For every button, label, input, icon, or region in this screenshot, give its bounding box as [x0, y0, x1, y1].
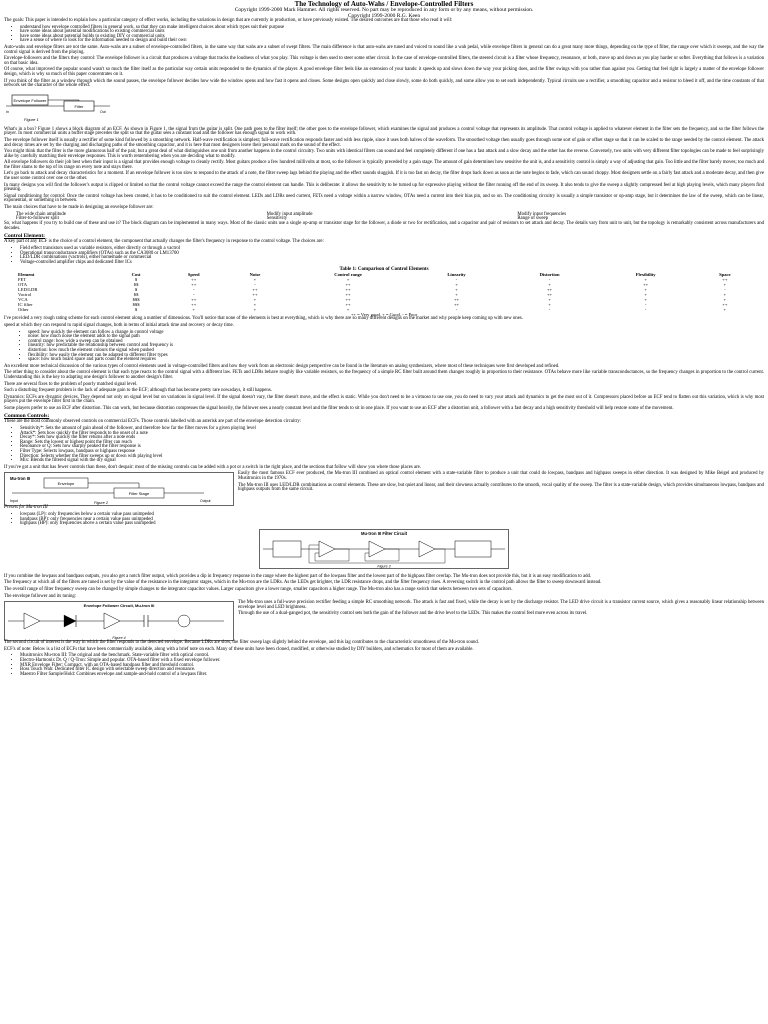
list-item: • Filter Type: Selects lowpass, bandpass or highpass response — [20, 450, 764, 455]
intro-paragraph: Envelope-followers and the filters they control: The envelope follower is a circuit that produces a voltage that tracks the loudness of what you play. This voltage is then used to steer some other circuit. In the case of envelope-controlled filters, the steered circuit is a filter whose frequency, resonance, or both, move up and down as you play harder or softer. Everything that follows is a variation on that basic idea. — [4, 56, 764, 66]
body-paragraph: The envelope follower and its tuning: — [4, 593, 77, 599]
common-controls-section — [4, 420, 764, 470]
list-item: • flexibility: how easily the element can be adapted to different filter types — [28, 354, 764, 359]
filter-stage-label: Filter Stage — [128, 491, 150, 497]
figure-caption: Figure 3 — [377, 564, 391, 569]
envelope-follower-label: Envelope Follower — [13, 97, 47, 103]
body-section-6 — [4, 641, 764, 677]
body-paragraph: So, what happens if you try to build one of these and use it? The block diagram can be implemented in many ways. Most of the classic units use a single op-amp or transistor stage for the follower, a diode or two for rectification, and a capacitor and pair of resistors to set attack and decay. The details vary from unit to unit, but the topology is remarkably consistent across manufacturers and decades. — [4, 221, 764, 231]
choice-item: Range of sweep — [517, 216, 548, 222]
table-cell: - — [644, 307, 647, 313]
figure-4-title: Envelope Follower Circuit, Mu-tron III — [83, 603, 155, 609]
figure-2-block-diagram — [4, 472, 234, 506]
table-cell: $ — [134, 287, 138, 293]
table-cell: + — [723, 282, 727, 288]
table-cell: + — [644, 287, 647, 293]
body-section-4 — [4, 396, 764, 412]
table-cell: - — [455, 277, 458, 283]
intro-paragraph: If you think of the filter as a window through which the sound passes, the envelope follower decides how wide the window opens and how fast it opens and closes. Some designs open quickly and close slowly, some do both quickly, and some allow you to set each independently. Typical circuits use a rectifier, a smoothing capacitor and a resistor to bleed it off, and the time constants of that network set the character of the whole effect. — [4, 78, 764, 89]
table-cell: ++ — [546, 287, 553, 293]
figure-1-block-diagram — [4, 91, 114, 123]
table-cell: + — [455, 292, 458, 298]
schematic-title: Mu-tron III Filter Circuit — [360, 530, 408, 536]
table-cell: + — [548, 302, 551, 308]
table-cell: - — [548, 307, 551, 313]
table-cell: IC filter — [18, 302, 33, 308]
body-section-3 — [4, 317, 764, 393]
body-paragraph: In many designs you will find the follower's output is clipped or limited so that the control voltage cannot exceed the range the control element can handle. This is deliberate: it allows the sensitivity to be turned up for expressive playing without the filter running off the end of its sweep. It also tends to give the sweep a slightly compressed feel at high playing levels, which many players find pleasing. — [4, 182, 764, 193]
list-item: • have some ideas about potential modifications to existing commercial units — [20, 30, 764, 35]
figure-1-wrapper — [4, 91, 764, 128]
table-cell: $ — [134, 277, 138, 283]
rating-criteria-list — [28, 331, 764, 363]
table-header: Noise — [249, 272, 261, 278]
table-header: Speed — [187, 272, 200, 278]
table-header: Cost — [131, 272, 141, 278]
body-paragraph: What's in a box? Figure 1 shows a block diagram of an ECF. As shown in Figure 1, the signal from the guitar is split. One path goes to the filter itself; the other goes to the envelope follower, which examines the signal and produces a control voltage that represents its amplitude. That control voltage is applied to whatever element in the filter sets the frequency, and so the filter follows the player. In most commercial units a buffer stage precedes the split so that the guitar sees a constant load and the follower has enough signal to work with. — [4, 126, 764, 137]
body-paragraph: Dynamics: ECFs are dynamic devices. They depend not only on signal level but on variations in signal level. If the signal doesn't vary, the filter doesn't move, and the effect is static. While you don't need to be a virtuoso to use one, you do need to vary your attack and dynamics to get the most out of it. Compressors placed before an ECF tend to flatten out this variation, which is why most players put the envelope filter first in the chain. — [4, 394, 764, 405]
table-cell: ++ — [252, 292, 258, 298]
table-body — [16, 277, 756, 312]
table-cell: + — [548, 297, 551, 303]
body-paragraph: ECF's of note: Below is a list of ECFs that have been commercially available, along with a brief note on each. Many of these units have been cloned, modified, or otherwise studied by DIY builders, and schematics for most of them are available. — [4, 646, 474, 652]
document-title: The Technology of Auto-Wahs / Envelope-Controlled Filters — [294, 0, 474, 8]
body-paragraph: I've provided a very rough rating scheme for each control element along a number of dimensions. You'll notice that none of the elements is best at everything, which is why there are so many different designs on the market and why people keep coming up with new ones. — [4, 316, 523, 322]
table-cell: ++ — [546, 292, 553, 298]
list-item: • speed: how quickly the element can follow a change in control voltage — [28, 331, 764, 336]
input-label: Input — [10, 499, 18, 504]
list-item: • MXR Envelope Filter: Compact, with an OTA-based bandpass filter and threshold control. — [20, 664, 764, 669]
table-cell: - — [254, 282, 256, 288]
table-cell: + — [455, 287, 458, 293]
list-item: • Direction: Selects whether the filter sweeps up or down with playing level — [20, 455, 764, 460]
common-controls-heading: Common Controls: — [4, 413, 50, 420]
choice-item: Sensitivity — [266, 216, 288, 222]
body-paragraph: If you combine the lowpass and bandpass outputs, you also get a notch filter output, which provides a dip in frequency response in the range where the highest part of the lowpass filter and the lowest part of the highpass filter overlap. The Mu-tron does not provide this, but it is an easy modification to add. — [4, 573, 592, 579]
body-paragraph: The other thing to consider about the control element is that each type reacts to the control signal with a different law. FETs and LDRs behave roughly like variable resistors, so the frequency of a simple RC filter built around them changes roughly in proportion to their resistance. OTAs behave more like variable transconductances, so the frequency changes in proportion to the control current. Understanding this is the key to adapting one design's follower to another design's filter. — [4, 370, 764, 380]
list-item: • lowpass (LP): only frequencies below a certain value pass unimpeded — [20, 513, 764, 518]
body-paragraph: Through the use of a dual-ganged pot, the sensitivity control sets both the gain of the follower and the drive level to the LEDs. This makes the control feel more even across its travel. — [238, 611, 588, 617]
body-paragraph: The frequency at which all of the filters are tuned is set by the value of the resistance in the integrator stages, which in the Mu-tron are the LDRs. As the LEDs get brighter, the LDR resistance drops, and the filter frequency rises. A reversing switch in the control path allows the filter to sweep downward instead. — [4, 580, 602, 586]
choice-item: The wide chain amplitude — [16, 211, 66, 217]
list-item: • Musitronics Mu-tron III: The original and the benchmark. State-variable filter with optical control. — [20, 654, 764, 659]
body-paragraph: Signal conditioning for control: Once the control voltage has been created, it has to be conditioned to suit the control element. LEDs and LDRs need current, FETs need a voltage within a narrow window, OTAs need a current into their bias pin, and so on. The conditioning circuitry is usually a simple transistor or op-amp stage, but it determines the law of the sweep, which can be linear, exponential, or something in between. — [4, 193, 764, 204]
body-paragraph: The Mu-tron uses a full-wave precision rectifier feeding a simple RC smoothing network. The attack is fast and fixed, while the decay is set by the discharge resistor. The LED drive circuit is a transistor current source, which gives a reasonably linear relationship between envelope level and LED brightness. — [238, 600, 764, 610]
table-cell: ++ — [191, 302, 197, 308]
table-cell: + — [723, 292, 727, 298]
envelope-label: Envelope — [57, 481, 75, 487]
body-paragraph: There are several fixes to the problem of poorly matched signal level. — [4, 381, 138, 387]
table-cell: - — [455, 307, 458, 313]
table-cell: + — [253, 297, 257, 303]
body-paragraph: All envelope followers do their job best when their input is a signal that provides enough voltage to cleanly rectify. Most guitars produce a few hundred millivolts at most, so the follower is typically preceded by a gain stage. The amount of gain determines how sensitive the unit is, and a sensitivity control is simply a way of adjusting that gain. Too little and the filter barely moves; too much and the filter slams to the top of its range on every note and stays there. — [4, 160, 764, 170]
control-element-section — [4, 240, 764, 265]
table-cell: OTA — [18, 282, 28, 288]
table-cell: + — [723, 307, 727, 313]
table-cell: LED/LDR — [18, 287, 38, 293]
mutron-section — [4, 472, 764, 506]
list-item: • Sensitivity*: Sets the amount of gain ahead of the follower, and therefore how far the filter moves for a given playing level — [20, 427, 764, 432]
choice-item: Filter-to-follower split — [16, 216, 59, 222]
list-item: • distortion: how much the element colours the signal when pushed — [28, 349, 764, 354]
body-paragraph: Some players prefer to use an ECF after distortion. This can work, but because distortion compresses the signal heavily, the follower sees a nearly constant level and the filter tends to sit in one place. If you want to use an ECF after a distortion unit, a follower with a fast decay and a high sensitivity threshold will help restore some of the movement. — [4, 405, 674, 411]
table-cell: ++ — [191, 277, 197, 283]
goals-list — [20, 26, 764, 44]
list-item: • Boss Touch Wah: Dedicated filter IC design with selectable sweep direction and resonance. — [20, 668, 764, 673]
list-item: • Maestro Filter Sample/Hold: Combines envelope and sample-and-hold control of a lowpass filter. — [20, 673, 764, 678]
body-paragraph: These are the most commonly observed controls on commercial ECFs. Those controls labelled with an asterisk are part of the envelope detection circuitry: — [4, 419, 302, 425]
table-cell: ++ — [252, 287, 258, 293]
table-cell: ++ — [453, 297, 460, 303]
body-paragraph: If you've got a unit that has fewer controls than these, don't despair: most of the missing controls can be added with a pot or a switch in the right place, and the sections that follow will show you where those places are. — [4, 464, 421, 470]
intro-paragraph: Auto-wahs and envelope filters are not the same. Auto-wahs are a subset of envelope-controlled filters, in the same way that wahs are a subset of swept filters. The main difference is that auto-wahs are tuned and voiced to sound like a wah pedal, while envelope filters in general can do a great many more things, depending on the type of filter, the range over which it sweeps, and the way the control signal is derived from the playing. — [4, 44, 764, 55]
body-paragraph: The envelope follower itself is usually a rectifier of some kind followed by a smoothing network. Half-wave rectification is simplest; full-wave rectification responds faster and with less ripple, since it uses both halves of the waveform. The smoothed voltage then usually goes through some sort of gain or offset stage so that it can be scaled to the range needed by the control element. The attack and decay times are set by the charging and discharging paths of the smoothing capacitor, and it is here that most designers leave their personal mark on the sound of the effect. — [4, 137, 764, 148]
presets-title: Presets for Mu-tron III — [4, 505, 48, 511]
table-cell: ++ — [643, 282, 649, 288]
table-header: Element — [18, 272, 35, 278]
table-cell: ++ — [345, 287, 351, 293]
output-label: Output — [200, 499, 211, 504]
presets-section — [4, 506, 764, 526]
list-item: • Decay*: Sets how quickly the filter returns after a note ends — [20, 436, 764, 441]
list-item: • Electro-Harmonix Dr. Q / Q-Tron: Simple and popular. OTA-based filter with a fixed envelope follower. — [20, 659, 764, 664]
table-cell: $$$ — [132, 302, 140, 308]
table-cell: + — [723, 297, 727, 303]
table-header: Control range — [334, 272, 362, 278]
list-item: • Operational transconductance amplifiers (OTAs) such as the CA3080 or LM13700 — [20, 252, 764, 257]
filter-label: Filter — [74, 103, 84, 109]
list-item: • understand how envelope controlled filters in general work, so that they can make intelligent choices about which types suit their purpose — [20, 26, 764, 31]
comparison-table — [16, 272, 756, 312]
table-cell: + — [346, 277, 350, 283]
control-element-list — [20, 247, 764, 265]
figure-4-section — [4, 601, 764, 641]
table-header: Linearity — [447, 272, 466, 278]
table-cell: - — [548, 277, 551, 283]
body-paragraph: Easily the most famous ECF ever produced, the Mu-tron III combined an optical control element with a state-variable filter to produce a unit that could do lowpass, bandpass and highpass sweeps in either direction. It was designed by Mike Beigel and produced by Musitronics in the 1970s. — [238, 471, 764, 481]
input-label: In — [6, 109, 9, 114]
table-cell: - — [644, 302, 647, 308]
table-cell: + — [253, 302, 257, 308]
list-item: • bandpass (BP): only frequencies near a certain value pass unimpeded — [20, 518, 764, 523]
table-cell: - — [724, 287, 726, 293]
controls-list — [20, 427, 764, 464]
table-cell: Other — [18, 307, 29, 313]
table-cell: + — [644, 297, 647, 303]
table-cell: $ — [134, 307, 138, 313]
table-cell: $$$ — [132, 297, 140, 303]
table-cell: + — [253, 277, 257, 283]
intro-paragraph: Of course, what improved the popular sound wasn't so much the filter itself as the particular way certain units responded to the dynamics of the player. A good envelope filter feels like an extension of your hands: it speeds up and slows down the way your picking does, and the filter swings with you rather than against you. Getting that feel right is largely a matter of the envelope follower design, which is why so much of this paper concentrates on it. — [4, 67, 764, 77]
figure-caption: Figure 2 — [94, 501, 108, 506]
list-item: • Range: Sets the lowest or highest point the filter can reach — [20, 441, 764, 446]
presets-list — [20, 513, 764, 527]
table-cell: FET — [18, 277, 27, 283]
list-item: • control range: how wide a sweep can be obtained — [28, 340, 764, 345]
table-cell: + — [346, 307, 350, 313]
list-item: • LED/LDR combinations (vactrols), either homemade or commercial — [20, 256, 764, 261]
table-cell: - — [192, 292, 195, 298]
list-item: • have a sense of where to look for the information needed to design and build their own — [20, 39, 764, 44]
table-header: Distortion — [539, 272, 560, 278]
intro-section — [4, 19, 764, 89]
table-cell: + — [644, 277, 647, 283]
figure-caption: Figure 4 — [112, 636, 126, 641]
list-item: • Mix: Blends the filtered signal with the dry signal — [20, 459, 764, 464]
list-item: • space: how much board space and parts count the element requires — [28, 358, 764, 363]
body-paragraph: An excellent more technical discussion of the various types of control elements used in voltage-controlled filters and how they work from an electronic design perspective can be found in the literature on analog synthesizers, where most of these techniques were first developed and refined. — [4, 363, 560, 369]
figure-3-schematic — [259, 529, 509, 569]
body-section-2 — [4, 222, 764, 231]
table-cell: ++ — [722, 277, 728, 283]
list-item: • Voltage-controlled amplifier chips and dedicated filter ICs — [20, 261, 764, 266]
table-cell: + — [192, 307, 196, 313]
table-header: Flexibility — [635, 272, 656, 278]
body-paragraph: The overall range of filter frequency sweep can be changed by simple changes to the integrator capacitor values. Larger capacitors give a lower range, smaller capacitors a higher range. The Mu-tron also has a range switch that selects between two sets of capacitors. — [4, 586, 513, 592]
copyright-line: Copyright 1999-2000 Mark Hammer. All rights reserved. No part may be reproduced in any form or by any means, without permission. — [234, 7, 534, 13]
figure-3-wrapper — [0, 529, 768, 574]
body-paragraph: The second circuit of interest is the way in which the filter responds to the detected envelope. Because LDRs are slow, the filter sweep lags slightly behind the envelope, and this lag contributes to the characteristic smoothness of the Mu-tron sound. — [4, 640, 479, 646]
list-item: • Attack*: Sets how quickly the filter responds to the onset of a note — [20, 432, 764, 437]
table-cell: VCA — [18, 297, 28, 303]
ecf-notes-list — [20, 654, 764, 677]
choice-item: Modify input frequencies — [517, 211, 567, 217]
table-cell: ++ — [345, 282, 351, 288]
table-cell: - — [192, 287, 195, 293]
list-item: • have some ideas about potential builds to existing DIY or commercial units — [20, 35, 764, 40]
table-caption: Table 1: Comparison of Control Elements — [339, 267, 429, 273]
table-cell: ++ — [722, 302, 728, 308]
table-cell: ++ — [345, 302, 351, 308]
body-paragraph: The Mu-tron III uses LED/LDR combinations as control elements. These are slow, but quiet and linear, and their slowness actually contributes to the smooth, vocal quality of the sweep. The filter is a state-variable design, which provides simultaneous lowpass, bandpass and highpass outputs from the same circuit. — [238, 482, 764, 493]
table-cell: $$ — [133, 282, 139, 288]
table-cell: + — [455, 282, 458, 288]
list-item: • linearity: how predictable the relationship between control and frequency is — [28, 344, 764, 349]
intro-paragraph: The goals: This paper is intended to explain how a particular category of effect works, including the variations in design that are currently in production, or have previously existed. The desired outcomes are that those who read it will: — [4, 18, 453, 23]
table-cell: ++ — [191, 282, 197, 288]
body-paragraph: Let's go back to attack and decay characteristics for a moment. If an envelope follower is too slow to respond to the attack of a note, the filter sweep lags behind the playing and the effect sounds sluggish. If it is too fast on decay, the filter drops back down as soon as the note begins to fade, which can sound choppy. Most designers settle on a fairly fast attack and a moderate decay, and then give the user some control over one or the other. — [4, 171, 764, 182]
table-cell: ++ — [191, 297, 197, 303]
body-section-1 — [4, 128, 764, 211]
table-cell: + — [548, 282, 551, 288]
document-header — [0, 1, 768, 19]
body-paragraph: speed at which they can respond to rapid signal changes, both in terms of initial attack time and recovery or decay time. — [4, 322, 234, 328]
list-item: • Resonance or Q: Sets how sharply peaked the filter response is — [20, 445, 764, 450]
table-header: Space — [719, 272, 731, 278]
table-cell: ++ — [345, 297, 351, 303]
table-note: ++ = Very good, + = Good, - = Poor — [350, 312, 418, 318]
choice-item: Modify input amplitude — [266, 211, 313, 217]
table-cell: $$ — [133, 292, 139, 298]
body-section-5 — [4, 575, 764, 599]
body-paragraph: You might think that the filter is the more glamorous half of the pair, but a great deal of what distinguishes one unit from another happens in the control circuitry. Two units with identical filters can sound and feel completely different if one has a fast attack and a slow decay and the other has the reverse. Conversely, two units with very different filter topologies can be made to feel surprisingly alike by carefully matching their envelope responses. This is worth remembering when you are deciding what to modify. — [4, 149, 764, 159]
table-cell: Vactrol — [18, 292, 32, 298]
body-paragraph: Such a disturbing frequent problem is the lack of adequate gain to the ECF; although that has become pretty rare nowadays, it still happens. — [4, 388, 272, 394]
table-cell: ++ — [345, 292, 351, 298]
figure-4-envelope-circuit — [4, 601, 234, 641]
copyright-line-2: Copyright 1999-2000 R.G. Keen — [347, 13, 421, 19]
choices-intro: The main choices that have to be made in designing an envelope follower are: — [4, 205, 154, 211]
control-element-heading: Control Element: — [4, 233, 45, 240]
output-label: Out — [100, 109, 106, 114]
list-item: • highpass (HP): only frequencies above a certain value pass unimpeded — [20, 522, 764, 527]
figure-caption: Figure 1 — [24, 116, 39, 122]
table-cell: + — [644, 292, 647, 298]
mutron-figure-title: Mu-tron III — [10, 476, 31, 482]
table-cell: + — [253, 307, 257, 313]
table-cell: ++ — [453, 302, 460, 308]
list-item: • Field effect transistors used as variable resistors, either directly or through a vactrol — [20, 247, 764, 252]
list-item: • noise: how much noise the element adds to the signal path — [28, 335, 764, 340]
body-paragraph: A key part of any ECF is the choice of a control element, the component that actually changes the filter's frequency in response to the control voltage. The choices are: — [4, 239, 324, 245]
